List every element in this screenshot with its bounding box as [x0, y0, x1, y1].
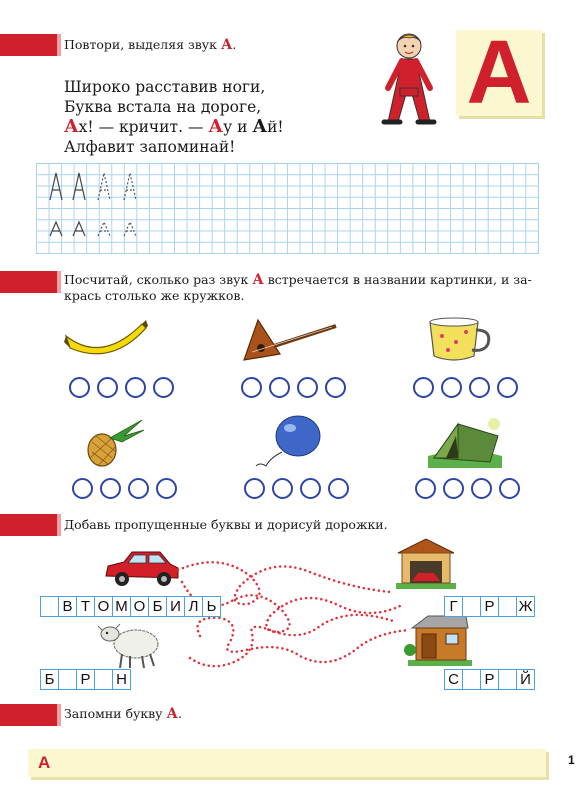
count-circle[interactable] — [269, 377, 290, 398]
count-circles — [72, 478, 177, 499]
word-sarai — [444, 669, 535, 690]
count-circle[interactable] — [325, 377, 346, 398]
letter-cell[interactable] — [499, 596, 517, 617]
poem-text: х! — кричит. — — [78, 118, 204, 136]
big-letter-card — [456, 23, 542, 123]
word-baran — [40, 669, 131, 690]
letter-cell[interactable] — [59, 669, 77, 690]
poem-red-letter: А — [208, 116, 224, 137]
count-circles — [244, 478, 349, 499]
instruction-repeat: Повтори, выделяя звук А. — [64, 37, 237, 53]
highlight-letter: А — [220, 37, 233, 53]
instruction-count — [64, 272, 544, 304]
letter-tracing-samples — [36, 163, 176, 253]
big-letter: А — [466, 23, 532, 123]
count-circle[interactable] — [328, 478, 349, 499]
tent-icon — [428, 412, 502, 468]
instruction-text: Запомни букву — [64, 706, 163, 721]
letter-cell[interactable] — [463, 669, 481, 690]
instruction-text: Посчитай, сколько раз звук — [64, 272, 249, 287]
letter-cell[interactable]: Т — [77, 596, 95, 617]
footer-letter: А — [38, 753, 51, 772]
letter-cell[interactable]: Ь — [203, 596, 221, 617]
count-circle[interactable] — [128, 478, 149, 499]
poem-line: Буква встала на дороге, — [64, 98, 262, 116]
letter-cell[interactable]: Л — [185, 596, 203, 617]
letter-cell[interactable] — [499, 669, 517, 690]
section-marker — [0, 34, 57, 56]
count-circle[interactable] — [471, 478, 492, 499]
poem-red-letter: А — [252, 116, 268, 137]
count-circles — [415, 478, 520, 499]
count-circle[interactable] — [153, 377, 174, 398]
letter-cell[interactable]: Р — [481, 596, 499, 617]
letter-cell[interactable]: Й — [517, 669, 535, 690]
letter-cell[interactable]: С — [444, 669, 463, 690]
pineapple-icon — [82, 416, 146, 468]
count-circles — [69, 377, 174, 398]
word-avtomobil — [40, 596, 221, 617]
boy-letter-a-icon — [378, 28, 440, 128]
letter-cell[interactable] — [463, 596, 481, 617]
poem-text: й! — [267, 118, 284, 136]
instruction-paths: Добавь пропущенные буквы и дорисуй дорожки. — [64, 517, 388, 532]
footer-bar — [28, 749, 546, 777]
poem-line: Алфавит запоминай! — [64, 138, 236, 156]
section-marker — [0, 704, 57, 726]
count-circle[interactable] — [441, 377, 462, 398]
letter-cell[interactable]: Б — [40, 669, 59, 690]
sheep-icon — [98, 618, 162, 670]
poem — [64, 77, 284, 157]
balalaika-icon — [240, 316, 340, 366]
balloon-icon — [254, 414, 324, 470]
count-circle[interactable] — [443, 478, 464, 499]
count-circle[interactable] — [125, 377, 146, 398]
highlight-letter: А — [166, 706, 178, 722]
count-circle[interactable] — [297, 377, 318, 398]
letter-cell[interactable]: Н — [113, 669, 131, 690]
count-circles — [413, 377, 518, 398]
count-circle[interactable] — [413, 377, 434, 398]
letter-cell[interactable]: Р — [481, 669, 499, 690]
instruction-text: Повтори, выделяя звук — [64, 37, 217, 52]
count-circle[interactable] — [100, 478, 121, 499]
poem-line: Широко расставив ноги, — [64, 78, 266, 96]
count-circle[interactable] — [497, 377, 518, 398]
word-garazh — [444, 596, 535, 617]
count-circle[interactable] — [244, 478, 265, 499]
count-circle[interactable] — [415, 478, 436, 499]
count-circles — [241, 377, 346, 398]
instruction-remember: Запомни букву А. — [64, 706, 182, 722]
count-circle[interactable] — [97, 377, 118, 398]
count-circle[interactable] — [72, 478, 93, 499]
letter-cell[interactable]: М — [113, 596, 131, 617]
page-number: 1 — [568, 753, 575, 767]
poem-line — [64, 117, 284, 137]
letter-cell[interactable]: Г — [444, 596, 463, 617]
count-circle[interactable] — [499, 478, 520, 499]
banana-icon — [62, 318, 148, 364]
letter-cell[interactable]: Ж — [517, 596, 535, 617]
letter-cell[interactable]: О — [131, 596, 149, 617]
count-circle[interactable] — [272, 478, 293, 499]
count-circle[interactable] — [469, 377, 490, 398]
instruction-text: встречается в названии картинки, и за- — [267, 272, 532, 287]
poem-red-letter: А — [64, 116, 79, 137]
letter-cell[interactable]: В — [59, 596, 77, 617]
count-circle[interactable] — [69, 377, 90, 398]
cup-icon — [426, 316, 496, 364]
highlight-letter: А — [252, 272, 264, 288]
section-marker — [0, 514, 57, 536]
letter-cell[interactable]: Р — [77, 669, 95, 690]
instruction-text: крась столько же кружков. — [64, 288, 245, 303]
poem-text: у и — [223, 118, 248, 136]
letter-cell[interactable] — [40, 596, 59, 617]
letter-cell[interactable]: О — [95, 596, 113, 617]
letter-cell[interactable]: И — [167, 596, 185, 617]
letter-cell[interactable]: Б — [149, 596, 167, 617]
count-circle[interactable] — [156, 478, 177, 499]
section-marker — [0, 271, 57, 293]
count-circle[interactable] — [241, 377, 262, 398]
letter-cell[interactable] — [95, 669, 113, 690]
count-circle[interactable] — [300, 478, 321, 499]
